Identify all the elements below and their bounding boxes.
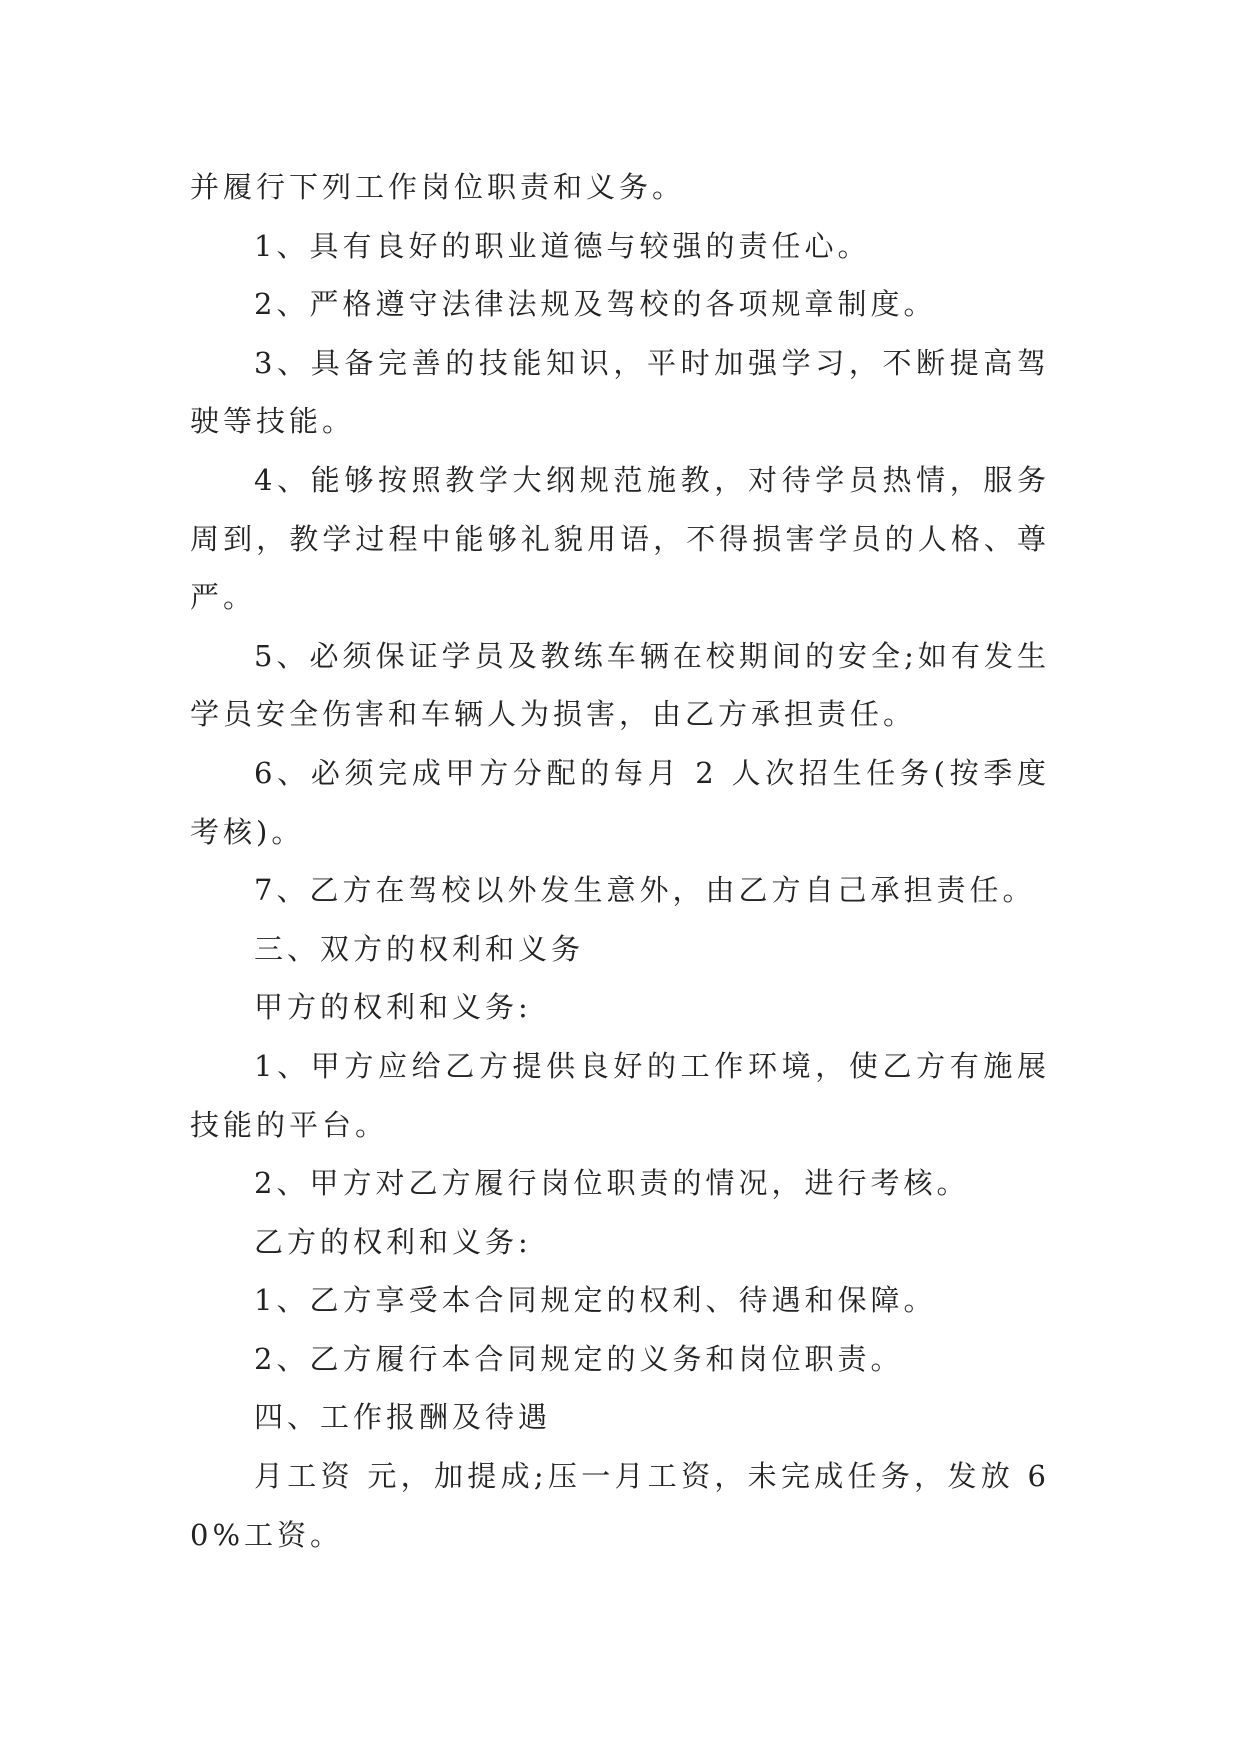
section-heading-compensation: 四、工作报酬及待遇: [254, 1400, 552, 1435]
paragraph-duties-intro: 并履行下列工作岗位职责和义务。: [190, 170, 686, 204]
paragraph-duty-4: 4、能够按照教学大纲规范施教，对待学员热情，服务周到，教学过程中能够礼貌用语，不得损害学员的人格、尊严。: [190, 462, 1050, 615]
paragraph-duty-1: 1、具有良好的职业道德与较强的责任心。: [254, 228, 871, 263]
paragraph-salary: 月工资 元，加提成;压一月工资，未完成任务，发放 60%工资。: [190, 1459, 1050, 1552]
section-heading-rights: 三、双方的权利和义务: [254, 931, 585, 966]
document-body: [190, 158, 1050, 1564]
paragraph-duty-7: 7、乙方在驾校以外发生意外，由乙方自己承担责任。: [254, 873, 1036, 908]
paragraph-party-b-2: 2、乙方履行本合同规定的义务和岗位职责。: [254, 1341, 904, 1376]
paragraph-duty-2: 2、严格遵守法律法规及驾校的各项规章制度。: [254, 287, 937, 322]
paragraph-duty-3: 3、具备完善的技能知识，平时加强学习，不断提高驾驶等技能。: [190, 345, 1050, 439]
paragraph-party-a-1: 1、甲方应给乙方提供良好的工作环境，使乙方有施展技能的平台。: [190, 1048, 1050, 1142]
subheading-party-b: 乙方的权利和义务:: [254, 1224, 532, 1259]
subheading-party-a: 甲方的权利和义务:: [254, 990, 532, 1025]
paragraph-duty-5: 5、必须保证学员及教练车辆在校期间的安全;如有发生学员安全伤害和车辆人为损害，由乙方承担责任。: [190, 638, 1050, 732]
paragraph-duty-6: 6、必须完成甲方分配的每月 2 人次招生任务(按季度考核)。: [190, 755, 1050, 849]
paragraph-party-b-1: 1、乙方享受本合同规定的权利、待遇和保障。: [254, 1283, 937, 1318]
paragraph-party-a-2: 2、甲方对乙方履行岗位职责的情况，进行考核。: [254, 1166, 970, 1201]
